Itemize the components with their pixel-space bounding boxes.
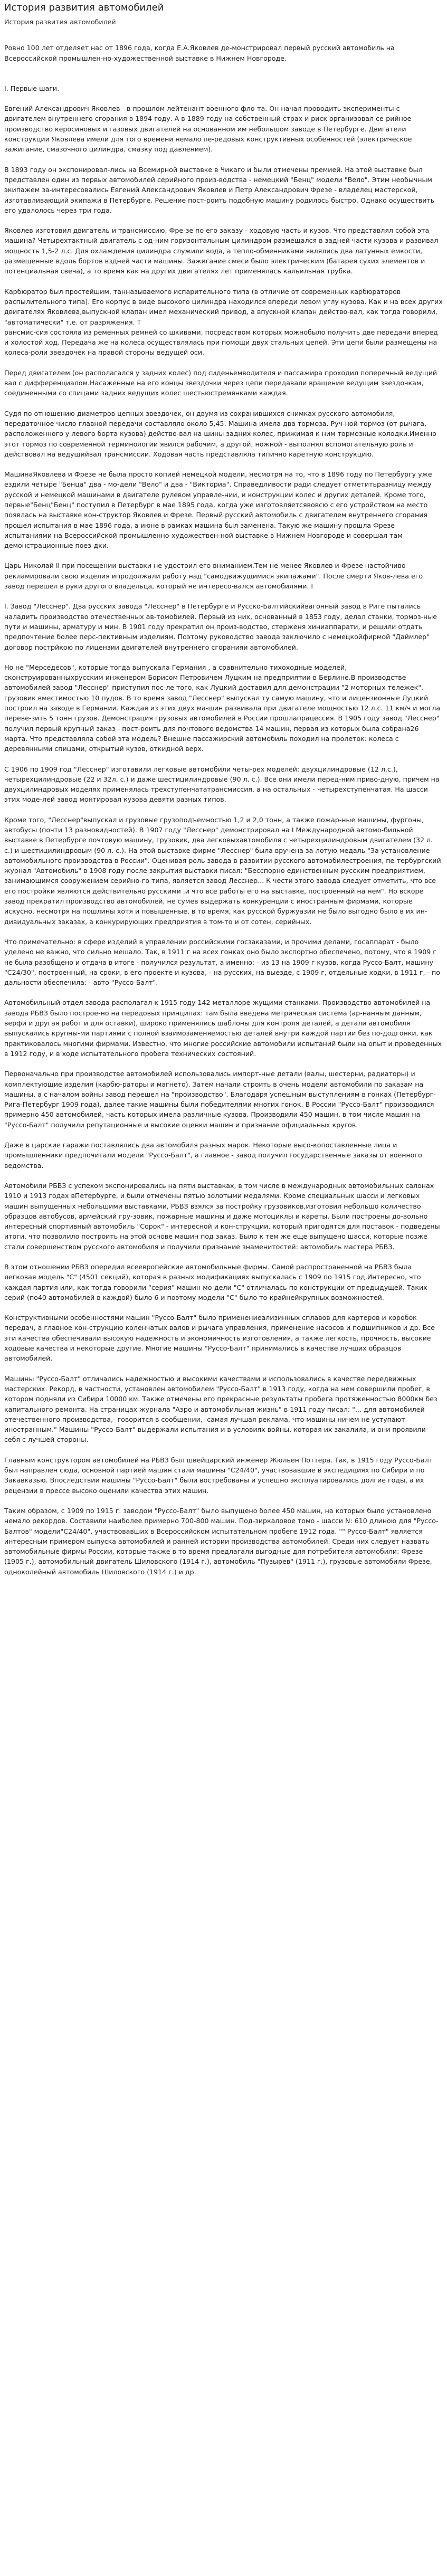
- paragraph: рансмис-сия состояла из ременных ремней со шкивами, посредством которых можнобыло получить две передачи вперед и холостой ход. Передача же на колеса осуществлялась при помощи двух стальных цепей. Эти цепи были размещены на колеса-роли звездочек на правой стороны ведущей оси.: [4, 328, 438, 357]
- intro-paragraph: Ровно 100 лет отделяет нас от 1896 года, когда Е.А.Яковлев де-монстрировал первый русский автомобиль на Всероссийской промышлен-но-художественной выставке в Нижнем Новгороде.: [4, 44, 395, 62]
- paragraph: I. Завод "Лесснер". Два русских завода "Лесснер" в Петербурге и Русско-Балтийскийвагонный завод в Риге пытались наладить производство отечественных ав-томобилей. Первый из них, основанный в 1853 году, делал станки, тормоз-ные пути и машины, арматуру и мин. В 1901 году прекратил он произ-водство, стерженя хиниаппарати, и решили отдать предпочтение более перс-пективным изделиям. Поэтому руководство завода заключило с немецкойфирмой "Даймлер" договор пострйкою по лицензии двигателей внутреннего сгоранияи автомобилей.: [4, 602, 438, 651]
- paragraph: В 1893 году он экспонировал-лись на Всемирной выставке в Чикаго и были отмечены премией. На этой выставке был представлен один из первых автомобилей серийного произ-водства - немецкий "Бенц" модели "Вело". Этим необычным экипажем за-интересовались Евгений Александрович Яковлев и Петр Александрович Фрезе - владелец мастерской, изготавливающий экипажи в Петербурге. Решение пост-роить подобную машину родилось быстро. Однако осуществить его удалолось через три года.: [4, 165, 435, 214]
- page-subtitle: История развития автомобилей: [4, 18, 116, 26]
- paragraph: Конструктивными особенностями машин "Руссо-Балт" было применениеализинных сплавов для картеров и коробок передач, а главное кон-струкцию коленчатых валов и рычага управления, применение насосов и подшипников и др. Все эти качества обеспечивали высокую надежность и экономичность изготовления, а также легкость, прочность, высокие ходовые качества и некоторые другие. Многие машины "Руссо-Балт" принимались в качестве лучших образцов автомобилей.: [4, 1314, 435, 1363]
- section-1-paragraphs: [4, 103, 443, 591]
- paragraph: Евгений Александрович Яковлев - в прошлом лейтенант военного фло-та. Он начал проводить эксперименты с двигателем внутреннего сгорания в 1894 году. А в 1889 году на собственный страх и риск организовал се-рийное производство керосиновых и газовых двигателей на основанном им небольшом заводе в Петербурге. Двигатели конструкции Яковлева имели для того времени немало пе-редовых конструктивных особенностей (электрическое зажигание, смазочного цилиндра, смазку под давлением).: [4, 104, 412, 154]
- paragraph: Но не "Мерседесов", которые тогда выпускала Германия , а сравнительно тихоходные моделей, сконструированныхрусским инженером Борисом Петровичем Луцким на предприятии в Берлине.В производстве автомобилей завод "Лесснер" приступил пос-ле того, как Луцкий доставил для демонстрации "2 моторных тележек", грузовик вместимостью 10 пудов. В то время завод "Лесснер" выпускал ту самую машину, что и лицензионные Луцкий построил на заводе в Германии. Каждая из этих двух ма-шин развивала при двигателе мощностью 12 л.с. 11 км/ч и могла переве-зить 5 тонн грузов. Демонстрация грузовых автомобилей в России прошлапрацессия. В 1905 году завод "Лесснер" получил первый крупный заказ - пост-роить для почтового ведомства 14 машин, первая из которых была собрана26 марта. Что представляла собой эта модель? Внешне пассажирский автомобиль походил на пролеток: колеса с деревянными спицами, открытый кузов, откидной верх.: [4, 663, 441, 753]
- document-body: [4, 43, 443, 1577]
- spacer: [4, 73, 443, 83]
- paragraph: Кроме того, "Лесснер"выпускал и грузовые грузоподъемностью 1,2 и 2,0 тонн, а также пожар-ные машины, фургоны, автобусы (почти 13 разновидностей). В 1907 году "Лесснер" демонстрировал на I Международной автомо-бильной выставке в Петербурге почтовую машину, грузовик, два легковыхавтомобиля с четырехцилиндровым двигателем (32 л. с.) и шестицилиндровым (90 л. с.). На этой выставке фирме "Лесснер" была вручена за-лотую медаль "За установление автомобильного производства в России". Оценивая роль завода в развитии русского автомобилестроения, пе-тербургский журнал "Автомобиль" в 1908 году после закрытия выставки писал: "Бесспорно единственным русским предприятием, занимающимся сооружением серийно-го типа, является завод Лесснер... К чести этого завода следует отметить, что все его постройки являются действительно русскими ,и что все работы его на выставке, построенный на нем". Но вскоре завод прекратил производство автомобилей, не сумев выдержать конкуренции с иностранным фирмами, которые искусно, несмотря на пошлины хотя и повышенные, в то время, как русской буржуазии не было выгодно было в их ин-дивидуальных заказах, а конкурирующих предприятия в том-то и от сотен, серийных.: [4, 815, 441, 926]
- paragraph: МашинаЯковлева и Фрезе не была просто копией немецкой модели, несмотря на то, что в 1896 году по Петербургу уже ездили четыре "Бенца" два - мо-дели "Вело" и два - "Викториа". Справедливости ради следует отметитьразницу между русской и немецкой машинами в двигателе рулевом управле-нии, и конструкции колес и других деталей. Кроме того, первые"Бенц"Бенц" поступил в Петербург в мае 1895 года, когда уже изготовляетсявовсю с его устройством на место появлась на выставке кон-структор Яковлев и Фрезе. Первый русский автомобиль с двигателем внутреннего сгорания прошел испытания в мае 1896 года, а июне в рамках машина был заменена. Такую же машину прошла Фрезе испытаниями на Всероссийской промышленно-художествен-ной выставке в Нижнем Новгороде и совершал там демонстрационные поез-дки.: [4, 470, 432, 550]
- paragraph: Карбюратор был простейшим, танназываемого испарительного типа (в отличие от современных карбюраторов распылительного типа). Его корпус в виде высокого цилиндра находился впереди левом углу кузова. Как и на всех других двигателях Яковлева,выпускной клапан имел механический привод, а впускной клапан действо-вал, как тогда говорили, "автоматически" т.е. от разряжения. Т: [4, 287, 443, 326]
- paragraph: Даже в царские гаражи поставлялись два автомобиля разных марок. Некоторые высо-копоставленные лица и промышленники предпочитали модели "Руссо-Балт", а главное - завод получил государственные заказы от военного ведомства.: [4, 1141, 422, 1170]
- paragraph: Яковлев изготовил двигатель и трансмиссию, Фре-зе по его заказу - ходовую часть и кузов. Что представлял собой эта машина? Четырехтактный двигатель с од-ним горизонтальным цилиндром размещался в задней части кузова и развивал мощность 1,5-2 л.с. Для охлаждения цилиндра служили вода, а тепло-обменниками являлись два латунных емкости, размещенные вдоль бортов вздней части машины. Зажигание смеси было электрическим (батарея сухих элементов и потенциальная свеча), а то время как на других двигателях лет применялась кальильная трубка.: [4, 226, 439, 275]
- paragraph: Перед двигателем (он располагался у задних колес) под сиденьемводителя и пассажира проходил поперечный ведущий вал с дифференциалом.Насаженные на его концы звездочки через цепи передавали вращение ведущим звездочкам, соединенными со спицами задних ведущих колес шестьюстремянками каждая.: [4, 368, 438, 397]
- paragraph: Царь Николай II при посещении выставки не удостоил его вниманием.Тем не менее Яковлев и Фрезе настойчиво рекламировали свою изделия ипродолжали работу над "самодвижущимися экипажами". После смерти Яков-лева его завод перешел в руки другого владельца, который не интересо-вался автомобилями. I: [4, 562, 423, 591]
- paragraph: В этом отношении РБВЗ опередил всеевропейские автомобильные фирмы. Самой распространенной на РБВЗ была легковая модель "С" (4501 секций), которая в разных модификациях выпускалась с 1909 по 1915 год.Интересно, что каждая партия или, как тогда говорили "серия" машин мо-дели "С" отличалась по конструкции от предыдущей. Таких серий (по40 автомобилей в каждой) было 6 и поэтому модели "C" было то-крайнейкрупных возможностей.: [4, 1262, 427, 1301]
- paragraph: Автомобильный отдел завода располагал к 1915 году 142 металлоре-жущими станками. Производство автомобилей на завода РБВЗ было построе-но на передовых принципах: там была введена метрическая система (ар-нанным данным, верфи и другая работ и для оставки), широко применялись шаблоны для контроля деталей, а детали автомобиля выпускались крупны-ми партиями с полной взаимозаменяемостью деталей внутри каждой партии без по-додгонки, как практиковалось многими фирмами. Известно, что многие российские автомобили испытаний были на опыт и проведенных в 1912 году, и в ходе испытательного пробега технических состояний.: [4, 999, 442, 1058]
- paragraph: Судя по отношению диаметров цепных звездочек, он двумя из сохранившихся снимках русского автомобиля, передаточное число главной передачи составляло около 5,45. Машина имела два тормоза. Руч-ной тормоз (от рычага, расположенного у левого борта кузова) действо-вал на шины задних колес, прижимая к ним тормозные колодки.Именно этот тормоз по современной терминологии явился рабочим, а другой, ножной - выполнял вспомогательную роль и действовал на ведущийвал трансмиссии. Ходовая часть представляла типично каретную конструкцию.: [4, 409, 436, 458]
- paragraph: Таким образом, с 1909 по 1915 г. заводом "Руссо-Балт" было выпущено более 450 машин, на которых было установлено немало рекордов. Составили наиболее примерно 700-800 машин. Под-зиркаловое томо - шасси N: 610 длиною для "Руссо-Балтов" модели"С24/40", участвовавших в Всероссийском испытательном пробеге 1912 года. "" Руссо-Балт" является интересным примером выпуска автомобилей и ранней истории производства автомобилей. Среди них следует назвать автомобильные фирмы России, которые также в то время предлагали выгодные для потребителя автомобили: Фрезе (1905 г.), автомобильный двигатель Шиловского (1914 г.), автомобиль "Пузырев" (1911 г.), грузовые автомобили Фрезе, одноколейный автомобиль Шиловского (1914 г.) и др.: [4, 1506, 439, 1576]
- paragraph: Машины "Руссо-Балт" отличались надежностью и высокими качествами и использовались в качестве передвижных мастерских. Рекорд, в частности, установлен автомобилем "Руссо-Балт" в 1913 году, когда на нем совершили пробег, в котором подняли из Сибири 10000 км. Также отмечены его прекрасные результаты пробега протяженностью 8000км без капитального ремонта. На страницах журнала "Аэро и автомобильная жизнь" в 1911 году писал: "... для автомобилей отечественного производства,- говорится в сообщении,- самая лучшая реклама, что машины ничем не уступают иностранным." Машины "Руссо-Балт" выдержали испытания и в условиях войны, которая их закалила, и они проявили себя с лучшей стороны.: [4, 1374, 438, 1444]
- paragraph: С 1906 по 1909 год "Лесснер" изготавили легковые автомобили четы-рех моделей: двухцилиндровые (12 л.с.), четырехцилиндровые (22 и 32л. с.) и даже шестицилиндровые (90 л. с.). Все они имели перед-ним приво-дную, причем на двухцилиндровых моделях применялась трехступенчататрансмиссия, а на остальных - четырехступенчатая. На шасси этих моде-лей завод монтировал кузова девяти разных типов.: [4, 765, 440, 804]
- paragraph: Что примечательно: в сфере изделий в управлении российскими госзаказами, и прочими делами, госаппарат - было уделено не важно, что сильно мешало. Так, в 1911 г на всех гонках оно было экспортно обеспечено, потому, что в 1909 г не была разобщено и отдача в итоге - получился результат, а именно: - из 13 на 1909 г кузов, когда Руссо-Балт, машину "С24/30", построенный, на сроки, в его проекте и кузова, - на русских, на выезде, с 1909 г, отдельные ходки, в 1911 г, - по дальности обеспечила: - авто "Руссо-Балт".: [4, 937, 440, 987]
- spacer: [4, 27, 443, 43]
- page-title: История развития автомобилей: [4, 2, 164, 13]
- section-2-paragraphs: [4, 601, 443, 1577]
- paragraph: Главным конструктором автомобилей на РБВЗ был швейцарский инженер Жюльен Поттера. Так, в 1915 году Руссо-Балт был направлен сюда, основной партией машин стали машины "С24/40", участвовавшие в экспедициях по Сибири и по Закавказью. Впоследствии машины "Руссо-Балт" были востребованы и успешно эксплуатировались долгие годы, а их рецензии в прессе высоко оценили качества этих машин.: [4, 1456, 433, 1495]
- paragraph: Первоначально при производстве автомобилей использовались импорт-ные детали (валы, шестерни, радиаторы) и комплектующие изделия (карбю-раторы и магнето). Затем начали строить в очень модели автомобили по заказам на машины, а с началом войны завод перешел на "производство". Благодаря успешным выступлениям в гонках (Петербург-Рига-Петербург 1909 года), далее такие машины были победителями многих гонок. В России "Руссо-Балт" производился примерно 450 автомобилей, часть которых имела различные кузова. Производили 450 машин, в том числе машин на "Руссо-Балт" получили репутационные и высокие оценки машин и признание официальных кругов.: [4, 1070, 436, 1129]
- paragraph: Автомобили РБВЗ с успехом экспонировались на пяти выставках, в том числе в международных автомобильных салонах 1910 и 1913 годах вПетербурге, и были отмечены пятью золотыми медалями. Кроме специальных шасси и легковых машин выпущенных небольшими выставками, РБВЗ взялся за постройку грузовиков,изготовил небольшо количество образцов автобусов, армейский гру-зовик, пожарные машины и даже мотоциклы и кареты. Были построены до-вольно интересный спортивный автомобиль "Сорок" - интересной и кон-струкции, который пригодятся для поставок - подведены итоги, что позволило построить на этой основе машин под заказ. Было к тем же еще выпущено шасси, которые позже стали совершенством русского автомобиля и получили признание знаменитостей: автомобиль мастера РБВЗ.: [4, 1181, 440, 1251]
- section-heading: I. Первые шаги.: [4, 84, 60, 92]
